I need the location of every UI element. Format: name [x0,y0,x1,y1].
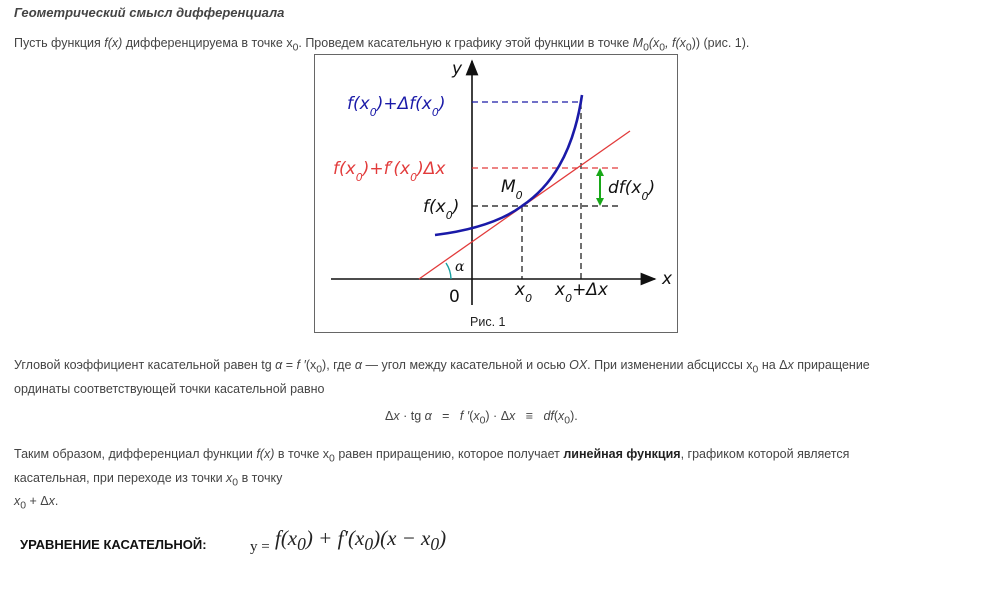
tangent-equation: $_{y =}$ $f(x_0) + f'(x_0)(x - x_0)$ [250,526,447,555]
differential-diagram [315,55,677,332]
label-f-x0: $f(x_0)$ [423,197,460,222]
x-axis-label: x [662,269,673,289]
page-title: Геометрический смысл дифференциала [14,5,285,20]
label-f-plus-delta-f: $f(x_0)+\Delta f(x_0)$ [347,94,446,119]
label-df-x0: $df(x_0)$ [608,178,656,203]
alpha-arc [446,263,451,279]
intro-paragraph: Пусть функция f(x) дифференцируема в точке $x_0$. Проведем касательную к графику этой функции в точке $M_0(x_0$, $f(x_0)$) (рис. 1). [14,36,750,54]
differential-formula: Δx · tg α = f $'(x_0) \cdot \Delta x \equiv df(x_0)$. [385,409,578,427]
label-x0: $x_0$ [515,280,533,305]
label-m0: $M_0$ [501,177,523,202]
y-axis-label: y [452,59,463,79]
tangent-equation-label: УРАВНЕНИЕ КАСАТЕЛЬНОЙ: [20,537,207,552]
slope-paragraph: Угловой коэффициент касательной равен tg α = f $'(x_0)$, где α — угол между касательной и осью OX. При изменении абсциссы $x_0$ на Δx приращение ординаты соответствующей точки касательной равно [14,358,870,396]
df-arrow-down [596,198,604,206]
figure-caption: Рис. 1 [470,315,506,329]
figure-1 [314,54,678,333]
linear-function-term: линейная функция [563,447,681,461]
label-x0-plus-dx: $x_0+\Delta x$ [555,280,608,305]
origin-label: 0 [449,287,460,307]
conclusion-paragraph: Таким образом, дифференциал функции f(x) в точке $x_0$ равен приращению, которое получает линейная функция, графиком которой является касательная, при переходе из точки $x_0$ в точку $x_0 + \Delta x$. [14,447,850,512]
label-f-plus-fprime-dx: $f(x_0)+f'(x_0)\Delta x$ [333,159,446,184]
df-arrow-up [596,168,604,176]
alpha-label: α [455,259,465,275]
